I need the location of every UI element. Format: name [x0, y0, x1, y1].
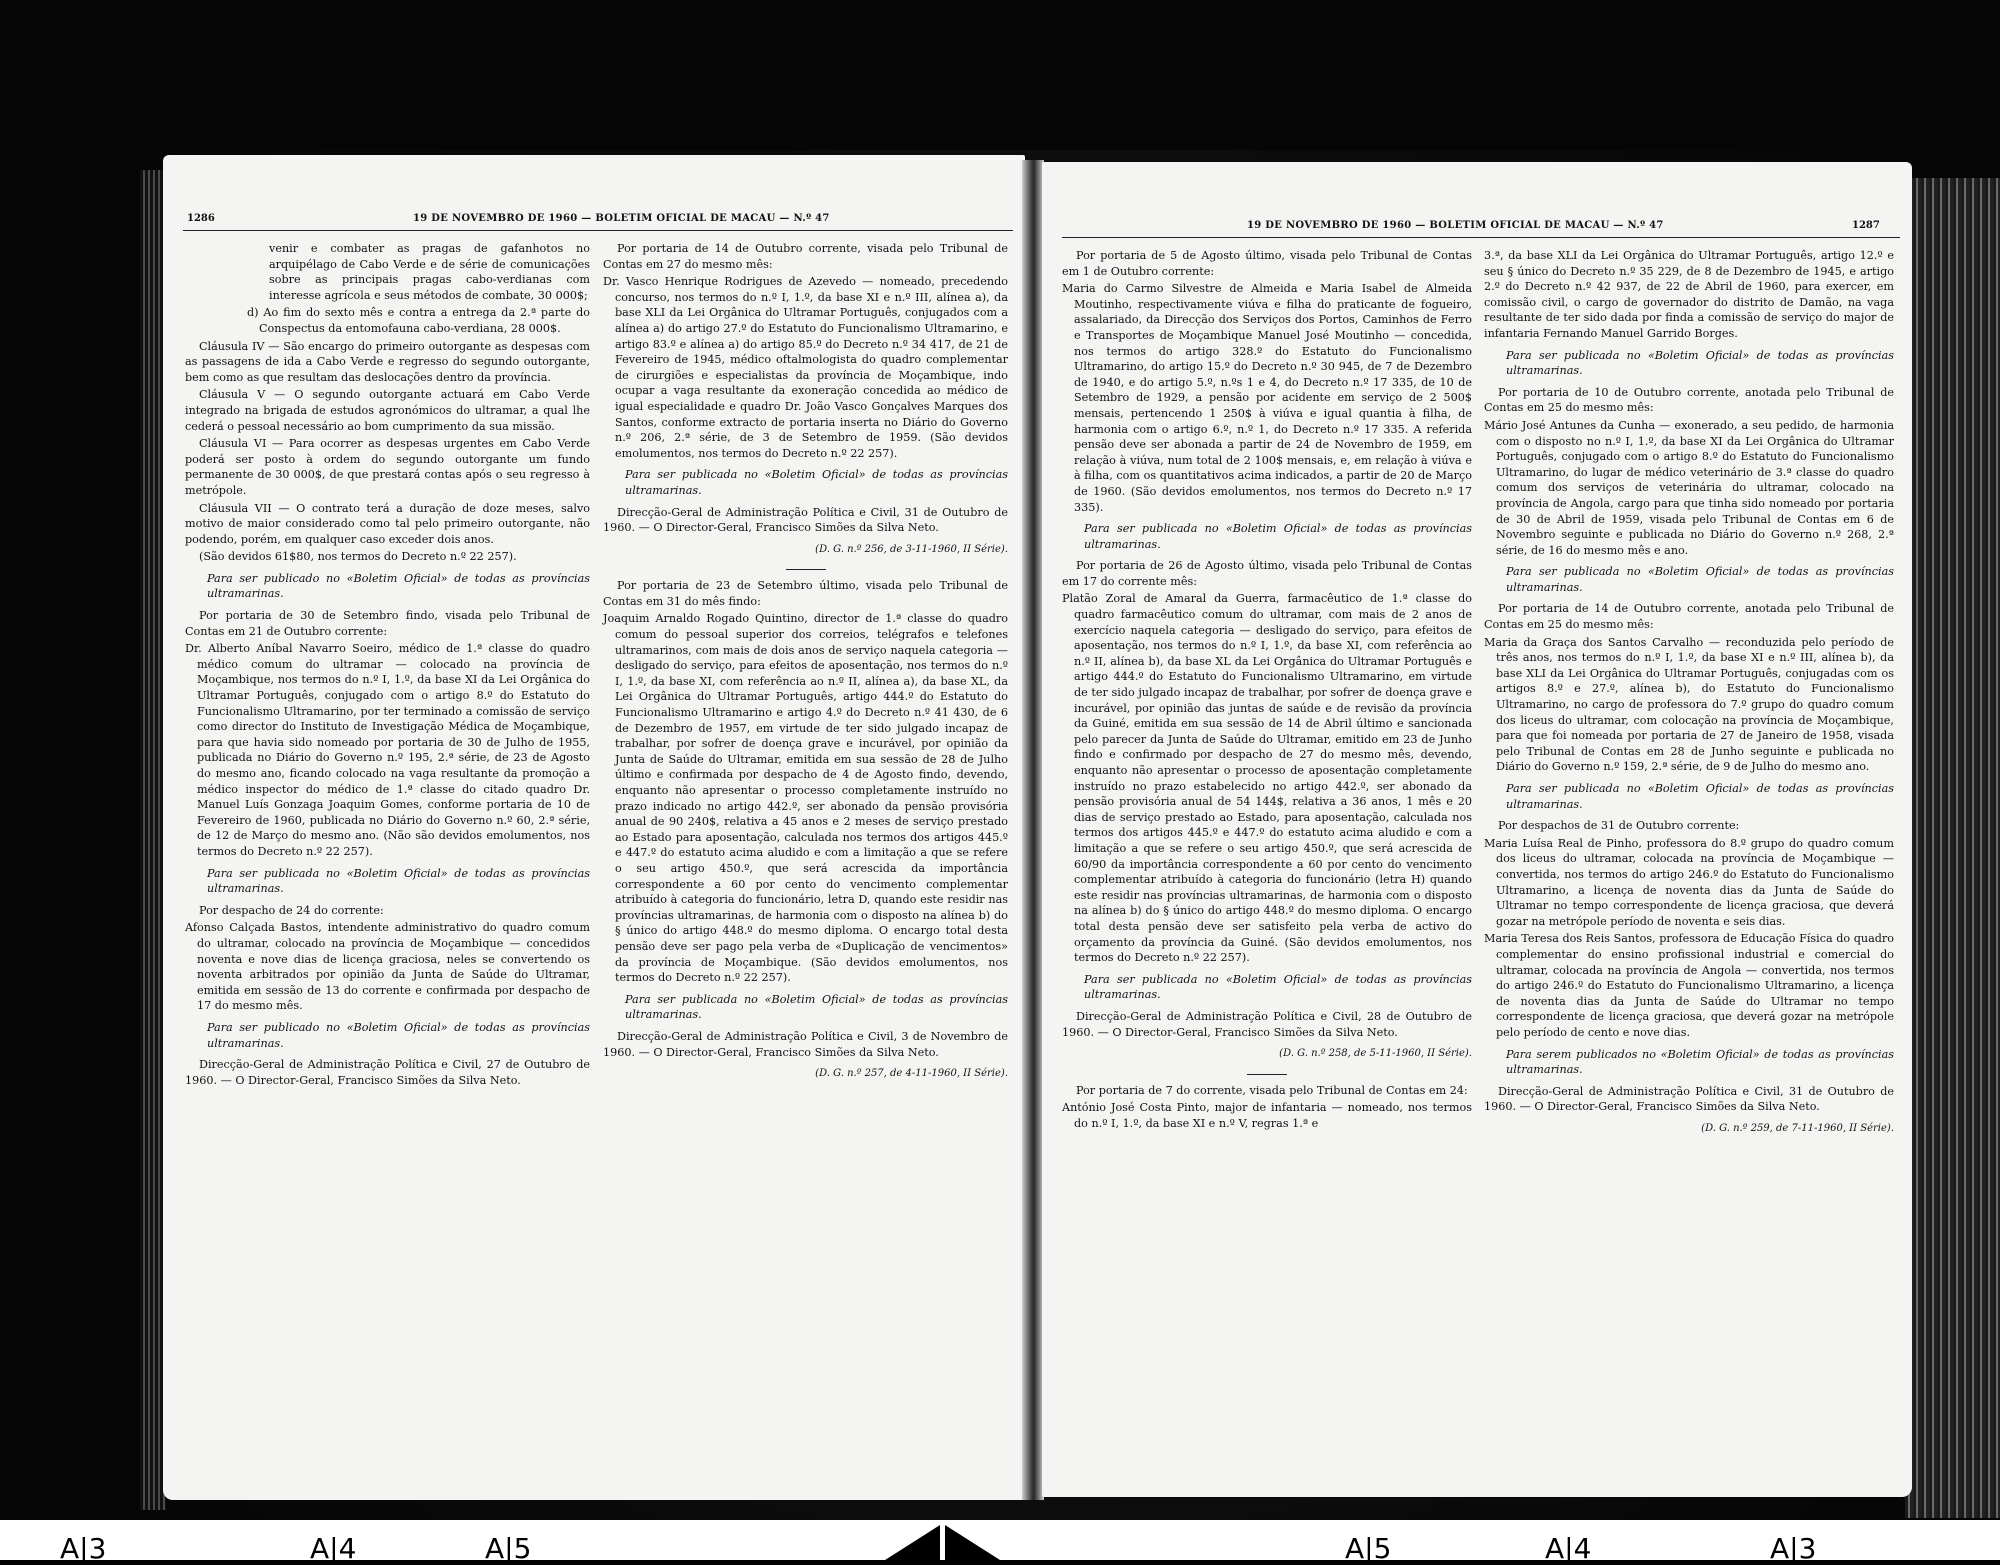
left-page-header: 19 DE NOVEMBRO DE 1960 — BOLETIM OFICIAL DE MACAU — N.º 47 — [413, 213, 830, 224]
film-label: A|5 — [1345, 1532, 1392, 1565]
paragraph: Por portaria de 26 de Agosto último, visada pelo Tribunal de Contas em 17 do corrente mês: — [1062, 559, 1472, 588]
reference: (D. G. n.º 257, de 4-11-1960, II Série). — [815, 1068, 1008, 1080]
right-page — [1042, 162, 1912, 1497]
paragraph: António José Costa Pinto, major de infantaria — nomeado, nos termos do n.º I, 1.º, da base XI e n.º V, regras 1.ª e — [1062, 1101, 1472, 1130]
left-header-rule — [183, 230, 1013, 231]
film-label: A|4 — [1545, 1532, 1592, 1565]
left-page-number: 1286 — [187, 213, 215, 224]
separator-rule — [1247, 1074, 1287, 1075]
publication-note: Para ser publicada no «Boletim Oficial» de todas as províncias ultramarinas. — [1084, 972, 1472, 1002]
signature: Direcção-Geral de Administração Política e Civil, 27 de Outubro de 1960. — O Director-Geral, Francisco Simões da Silva Neto. — [185, 1058, 590, 1087]
publication-note: Para ser publicada no «Boletim Oficial» de todas as províncias ultramarinas. — [625, 468, 1008, 497]
paragraph: Maria da Graça dos Santos Carvalho — reconduzida pelo período de três anos, nos termos do n.º I, 1.º, da base XI e n.º III, alínea b), da base XLI da Lei Orgânica do Ultramar Português, conjugadas com os artigos 8.º e 27.º, alínea b), do Estatuto do Funcionalismo Ultramarino, no cargo de professora do 7.º grupo do quadro comum dos liceus do ultramar, com colocação na província de Moçambique, para que foi nomeada por portaria de 27 de Janeiro de 1958, visada pelo Tribunal de Contas em 28 de Junho seguinte e publicada no Diário do Governo n.º 159, 2.ª série, de 9 de Julho do mesmo ano. — [1484, 635, 1894, 774]
right-column-1 — [1062, 248, 1472, 1133]
paragraph: Cláusula V — O segundo outorgante actuará em Cabo Verde integrado na brigada de estudos agronómicos do ultramar, a qual lhe cederá o pessoal necessário ao bom cumprimento da sua missão. — [185, 388, 590, 433]
film-label: A|5 — [485, 1532, 532, 1565]
signature: Direcção-Geral de Administração Política e Civil, 28 de Outubro de 1960. — O Director-Geral, Francisco Simões da Silva Neto. — [1062, 1009, 1472, 1039]
paragraph: Por portaria de 5 de Agosto último, visada pelo Tribunal de Contas em 1 de Outubro corrente: — [1062, 249, 1472, 278]
publication-note: Para serem publicados no «Boletim Oficial» de todas as províncias ultramarinas. — [1506, 1047, 1894, 1077]
publication-note: Para ser publicada no «Boletim Oficial» de todas as províncias ultramarinas. — [625, 992, 1008, 1022]
paragraph: Maria Luísa Real de Pinho, professora do 8.º grupo do quadro comum dos liceus do ultramar, colocada na província de Moçambique — convertida, nos termos do artigo 246.º do Estatuto do Funcionalismo Ultramarino, a licença de noventa dias da Junta de Saúde do Ultramar no tempo correspondente de licença graciosa, que deverá gozar na metrópole período de noventa e seis dias. — [1484, 836, 1894, 928]
paragraph: Por despacho de 24 do corrente: — [199, 903, 384, 917]
signature: Direcção-Geral de Administração Política e Civil, 31 de Outubro de 1960. — O Director-Geral, Francisco Simões da Silva Neto. — [1484, 1084, 1894, 1114]
film-strip-footer — [0, 1520, 2000, 1560]
paragraph: Por portaria de 23 de Setembro último, visada pelo Tribunal de Contas em 31 do mês findo: — [603, 579, 1008, 608]
paragraph: Cláusula IV — São encargo do primeiro outorgante as despesas com as passagens de ida a Cabo Verde e regresso do segundo outorgante, bem como as que resultam das deslocações dentro da província. — [185, 339, 590, 384]
right-header-rule — [1062, 237, 1900, 238]
center-marker-left — [885, 1525, 940, 1560]
paragraph: Por portaria de 10 de Outubro corrente, anotada pelo Tribunal de Contas em 25 do mesmo mês: — [1484, 385, 1894, 415]
film-label: A|3 — [60, 1532, 107, 1565]
right-page-header: 19 DE NOVEMBRO DE 1960 — BOLETIM OFICIAL DE MACAU — N.º 47 — [1247, 220, 1664, 231]
paragraph: Maria Teresa dos Reis Santos, professora de Educação Física do quadro complementar do ensino profissional industrial e comercial do ultramar, colocada na província de Angola — convertida, nos termos do artigo 246.º do Estatuto do Funcionalismo Ultramarino, a licença de noventa dias da Junta de Saúde do Ultramar no tempo correspondente de licença graciosa, que deverá gozar na metrópole pelo período de cento e nove dias. — [1484, 932, 1894, 1039]
center-marker-right — [945, 1525, 1000, 1560]
left-page — [163, 155, 1025, 1500]
publication-note: Para ser publicada no «Boletim Oficial» de todas as províncias ultramarinas. — [1506, 565, 1894, 594]
publication-note: Para ser publicada no «Boletim Oficial» de todas as províncias ultramarinas. — [207, 866, 590, 896]
paragraph: 3.ª, da base XLI da Lei Orgânica do Ultramar Português, artigo 12.º e seu § único do Decreto n.º 35 229, de 8 de Dezembro de 1945, e artigo 2.º do Decreto n.º 42 937, de 22 de Abril de 1960, para exercer, em comissão civil, o cargo de governador do distrito de Damão, na vaga resultante de ter sido dada por finda a comissão de serviço do major de infantaria Fernando Manuel Garrido Borges. — [1484, 249, 1894, 340]
right-column-2 — [1484, 248, 1894, 1148]
paragraph: Por portaria de 14 de Outubro corrente, anotada pelo Tribunal de Contas em 25 do mesmo mês: — [1484, 602, 1894, 632]
paragraph: Dr. Vasco Henrique Rodrigues de Azevedo — nomeado, precedendo concurso, nos termos do n.º I, 1.º, da base XI e n.º III, alínea a), da base XLI da Lei Orgânica do Ultramar Português, conjugados com a alínea a) do artigo 27.º do Estatuto do Funcionalismo Ultramarino, e artigo 83.º e alínea a) do artigo 85.º do Decreto n.º 34 417, de 21 de Fevereiro de 1945, médico oftalmologista do quadro complementar de cirurgiões e especialistas da província de Moçambique, indo ocupar a vaga resultante da exoneração concedida ao médico de igual especialidade e quadro Dr. João Vasco Gonçalves Marques dos Santos, conforme extracto de portaria inserta no Diário do Governo n.º 206, 2.ª série, de 3 de Setembro de 1959. (São devidos emolumentos, nos termos do Decreto n.º 22 257). — [603, 275, 1008, 460]
signature: Direcção-Geral de Administração Política e Civil, 3 de Novembro de 1960. — O Director-Geral, Francisco Simões da Silva Neto. — [603, 1029, 1008, 1059]
publication-note: Para ser publicado no «Boletim Oficial» de todas as províncias ultramarinas. — [207, 1020, 590, 1050]
signature: Direcção-Geral de Administração Política e Civil, 31 de Outubro de 1960. — O Director-Geral, Francisco Simões da Silva Neto. — [603, 505, 1008, 535]
left-column-2 — [603, 241, 1008, 1094]
publication-note: Para ser publicada no «Boletim Oficial» de todas as províncias ultramarinas. — [1506, 348, 1894, 378]
paragraph: Dr. Alberto Aníbal Navarro Soeiro, médico de 1.ª classe do quadro médico comum do ultramar — colocado na província de Moçambique, nos termos do n.º I, 1.º, da base XI da Lei Orgânica do Ultramar Português, conjugado com o artigo 8.º do Estatuto do Funcionalismo Ultramarino, por ter terminado a comissão de serviço como director do Instituto de Investigação Médica de Moçambique, para que havia sido nomeado por portaria de 30 de Julho de 1955, publicada no Diário do Governo n.º 195, 2.ª série, de 23 de Agosto do mesmo ano, ficando colocado na vaga resultante da promoção a médico inspector do médico de 1.ª classe do citado quadro Dr. Manuel Luís Gonzaga Joaquim Gomes, conforme portaria de 10 de Fevereiro de 1960, publicada no Diário do Governo n.º 60, 2.ª série, de 12 de Março do mesmo ano. (Não são devidos emolumentos, nos termos do Decreto n.º 22 257). — [185, 642, 590, 858]
publication-note: Para ser publicada no «Boletim Oficial» de todas as províncias ultramarinas. — [1506, 782, 1894, 811]
paragraph: d) Ao fim do sexto mês e contra a entrega da 2.ª parte do Conspectus da entomofauna cabo-verdiana, 28 000$. — [247, 306, 590, 335]
publication-note: Para ser publicada no «Boletim Oficial» de todas as províncias ultramarinas. — [1084, 522, 1472, 551]
paragraph: Cláusula VII — O contrato terá a duração de doze meses, salvo motivo de maior considerado como tal pelo primeiro outorgante, não podendo, porém, em qualquer caso exceder dois anos. — [185, 501, 590, 546]
publication-note: Para ser publicado no «Boletim Oficial» de todas as províncias ultramarinas. — [207, 571, 590, 601]
paragraph: Mário José Antunes da Cunha — exonerado, a seu pedido, de harmonia com o disposto no n.º I, 1.º, da base XI da Lei Orgânica do Ultramar Português, conjugado com o artigo 8.º do Estatuto do Funcionalismo Ultramarino, do lugar de médico veterinário de 3.ª classe do quadro comum dos serviços de veterinária do ultramar, colocado na província de Angola, cargo para que tinha sido nomeado por portaria de 30 de Abril de 1959, visada pelo Tribunal de Contas em 6 de Novembro seguinte e publicada no Diário do Governo n.º 268, 2.ª série, de 16 do mesmo mês e ano. — [1484, 418, 1894, 557]
paragraph: Maria do Carmo Silvestre de Almeida e Maria Isabel de Almeida Moutinho, respectivamente viúva e filha do praticante de fogueiro, assalariado, da Direcção dos Serviços dos Portos, Caminhos de Ferro e Transportes de Moçambique Manuel José Moutinho — concedida, nos termos do artigo 328.º do Estatuto do Funcionalismo Ultramarino, do artigo 15.º do Decreto n.º 30 945, de 7 de Dezembro de 1940, e do artigo 5.º, n.ºs 1 e 4, do Decreto n.º 17 335, de 10 de Setembro de 1929, a pensão por acidente em serviço de 2 500$ mensais, pertencendo 1 250$ à viúva e igual quantia à filha, de harmonia com o artigo 6.º, n.º 1, do Decreto n.º 17 335. A referida pensão deve ser abonada a partir de 24 de Novembro de 1959, em relação à viúva, num total de 2 100$ mensais, e, em relação à viúva e à filha, com os quantitativos acima indicados, a partir de 20 de Março de 1960. (São devidos emolumentos, nos termos do Decreto n.º 17 335). — [1062, 282, 1472, 514]
book-page-edges — [1905, 178, 2000, 1518]
right-page-number: 1287 — [1852, 220, 1880, 231]
left-column-1 — [185, 241, 590, 1092]
reference: (D. G. n.º 258, de 5-11-1960, II Série). — [1279, 1048, 1472, 1060]
film-label: A|3 — [1770, 1532, 1817, 1565]
paragraph: Afonso Calçada Bastos, intendente administrativo do quadro comum do ultramar, colocado na província de Moçambique — concedidos noventa e nove dias de licença graciosa, neles se convertendo os noventa arbitrados por opinião da Junta de Saúde do Ultramar, emitida em sessão de 13 do corrente e confirmada por despacho de 17 do mesmo mês. — [185, 921, 590, 1013]
paragraph: Platão Zoral de Amaral da Guerra, farmacêutico de 1.ª classe do quadro farmacêutico comum do ultramar, com mais de 2 anos de exercício naquela categoria — desligado do serviço, para efeitos de aposentação, nos termos do n.º I, 1.º, da base XI, com referência ao n.º II, alínea b), da base XL da Lei Orgânica do Ultramar Português e artigo 444.º do Estatuto do Funcionalismo Ultramarino, em virtude de ter sido julgado incapaz de trabalhar, por sofrer de doença grave e incurável, por opinião das juntas de saúde e de revisão da província da Guiné, emitida em sua sessão de 14 de Abril último e sancionada pelo parecer da Junta de Saúde do Ultramar, emitido em 23 de Junho findo e confirmado por despacho de 27 do mesmo mês, devendo, enquanto não apresentar o processo de aposentação completamente instruído no prazo estabelecido no artigo 442.º, ser abonado da pensão provisória anual de 54 144$, relativa a 36 anos, 1 mês e 20 dias de serviço prestado ao Estado, para aposentação, calculada nos termos dos artigos 445.º e 447.º do estatuto acima aludido e com a limitação a que se refere o seu artigo 450.º, que será acrescida de 60/90 da importância correspondente a 60 por cento do vencimento complementar atribuído à categoria do funcionário (letra H) quando este residir nas províncias ultramarinas, de harmonia com o disposto na alínea b) do § único do artigo 448.º do mesmo diploma. O encargo total desta pensão deve ser satisfeito pela verba de activo do orçamento da província da Guiné. (São devidos emolumentos, nos termos do Decreto n.º 22 257). — [1062, 592, 1472, 965]
paragraph: Por portaria de 30 de Setembro findo, visada pelo Tribunal de Contas em 21 de Outubro corrente: — [185, 609, 590, 638]
book-gutter — [1022, 160, 1044, 1500]
paragraph: Por portaria de 14 de Outubro corrente, visada pelo Tribunal de Contas em 27 do mesmo mês: — [603, 242, 1008, 271]
film-label: A|4 — [310, 1532, 357, 1565]
reference: (D. G. n.º 256, de 3-11-1960, II Série). — [815, 543, 1008, 555]
paragraph: venir e combater as pragas de gafanhotos no arquipélago de Cabo Verde e de série de comunicações sobre as principais pragas cabo-verdianas com interesse agrícola e seus métodos de combate, 30 000$; — [269, 242, 590, 302]
paragraph: Cláusula VI — Para ocorrer as despesas urgentes em Cabo Verde poderá ser posto à ordem do segundo outorgante um fundo permanente de 30 000$, de que prestará contas após o seu regresso à metrópole. — [185, 437, 590, 497]
paragraph: (São devidos 61$80, nos termos do Decreto n.º 22 257). — [199, 550, 517, 564]
paragraph: Por portaria de 7 do corrente, visada pelo Tribunal de Contas em 24: — [1076, 1083, 1468, 1097]
paragraph: Joaquim Arnaldo Rogado Quintino, director de 1.ª classe do quadro comum do pessoal superior dos correios, telégrafos e telefones ultramarinos, com mais de dois anos de serviço naquela categoria — desligado do serviço, para efeitos de aposentação, nos termos do n.º I, 1.º, da base XI, com referência ao n.º II, alínea a), da base XL, da Lei Orgânica do Ultramar Português, artigo 444.º do Estatuto do Funcionalismo Ultramarino e artigo 4.º do Decreto n.º 41 430, de 6 de Dezembro de 1957, em virtude de ter sido julgado incapaz de trabalhar, por sofrer de doença grave e incurável, por opinião da Junta de Saúde do Ultramar, emitida em sua sessão de 28 de Julho último e confirmada por despacho de 4 de Agosto findo, devendo, enquanto não apresentar o processo completamente instruído no prazo indicado no artigo 442.º, ser abonado da pensão provisória anual de 90 240$, relativa a 45 anos e 2 meses de serviço prestado ao Estado para aposentação, calculada nos termos dos artigos 445.º e 447.º do estatuto acima aludido e com a limitação a que se refere o seu artigo 450.º, que será acrescida da importância correspondente a 60 por cento do vencimento complementar atribuído à categoria do funcionário, letra D, quando este residir nas províncias ultramarinas, de harmonia com o disposto na alínea b) do § único do artigo 448.º do mesmo diploma. O encargo total desta pensão deve ser pago pela verba de «Duplicação de vencimentos» da província de Moçambique. (São devidos emolumentos, nos termos do Decreto n.º 22 257). — [603, 612, 1008, 985]
reference: (D. G. n.º 259, de 7-11-1960, II Série). — [1701, 1122, 1894, 1134]
paragraph: Por despachos de 31 de Outubro corrente: — [1498, 819, 1740, 833]
separator-rule — [786, 569, 826, 570]
